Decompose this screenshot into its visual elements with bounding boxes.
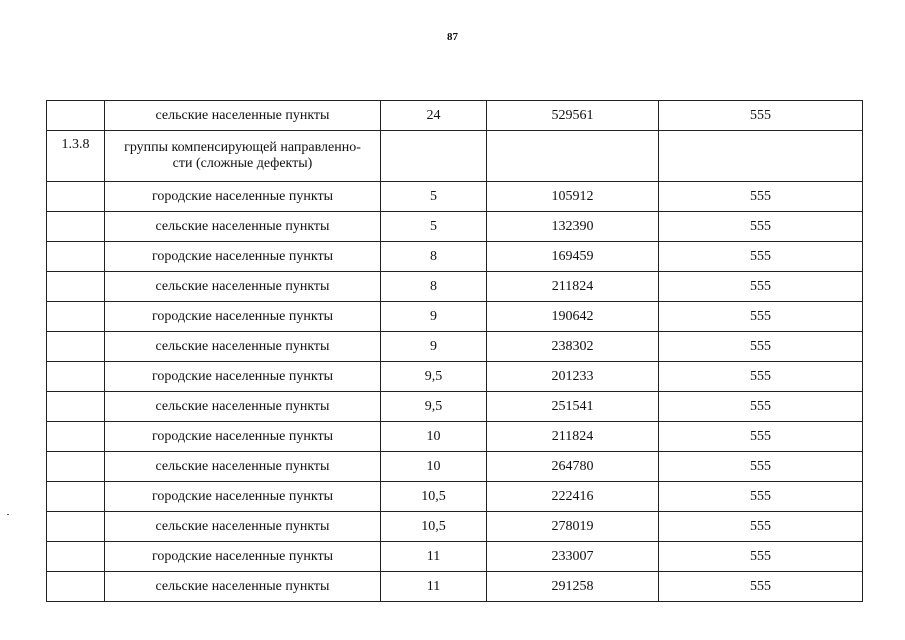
value-a-cell: [381, 131, 487, 182]
settlement-type-cell: городские населенные пункты: [105, 422, 381, 452]
row-number-cell: [47, 332, 105, 362]
row-number-cell: [47, 482, 105, 512]
row-number-cell: 1.3.8: [47, 131, 105, 182]
settlement-type-cell: городские населенные пункты: [105, 302, 381, 332]
value-c-cell: [659, 131, 863, 182]
value-b-cell: 264780: [487, 452, 659, 482]
value-c-cell: 555: [659, 362, 863, 392]
value-a-cell: 11: [381, 572, 487, 602]
value-c-cell: 555: [659, 242, 863, 272]
value-b-cell: 233007: [487, 542, 659, 572]
table-row: [47, 362, 863, 392]
value-a-cell: 5: [381, 182, 487, 212]
value-c-cell: 555: [659, 332, 863, 362]
settlement-type-cell: сельские населенные пункты: [105, 572, 381, 602]
value-b-cell: 291258: [487, 572, 659, 602]
row-number-cell: [47, 452, 105, 482]
row-number-cell: [47, 302, 105, 332]
table-row: [47, 332, 863, 362]
row-number-cell: [47, 272, 105, 302]
row-number-cell: [47, 572, 105, 602]
settlement-type-cell: городские населенные пункты: [105, 482, 381, 512]
value-a-cell: 10,5: [381, 512, 487, 542]
settlement-type-cell: городские населенные пункты: [105, 182, 381, 212]
table-row: [47, 182, 863, 212]
table-row: [47, 392, 863, 422]
value-a-cell: 8: [381, 272, 487, 302]
value-c-cell: 555: [659, 212, 863, 242]
value-b-cell: 222416: [487, 482, 659, 512]
page-number: 87: [447, 31, 458, 43]
settlement-type-cell: городские населенные пункты: [105, 242, 381, 272]
settlement-type-cell: сельские населенные пункты: [105, 212, 381, 242]
settlement-type-cell: сельские населенные пункты: [105, 452, 381, 482]
row-number-cell: [47, 512, 105, 542]
value-a-cell: 10: [381, 452, 487, 482]
table-row: [47, 572, 863, 602]
value-b-cell: 169459: [487, 242, 659, 272]
value-b-cell: 190642: [487, 302, 659, 332]
settlement-type-cell: городские населенные пункты: [105, 542, 381, 572]
table-row-section-heading: [47, 131, 863, 182]
value-b-cell: 278019: [487, 512, 659, 542]
row-number-cell: [47, 212, 105, 242]
value-b-cell: 211824: [487, 272, 659, 302]
settlement-type-cell: сельские населенные пункты: [105, 512, 381, 542]
settlement-type-cell: городские населенные пункты: [105, 362, 381, 392]
table-row: [47, 272, 863, 302]
table-row: [47, 512, 863, 542]
value-b-cell: 529561: [487, 101, 659, 131]
settlement-type-cell: сельские населенные пункты: [105, 332, 381, 362]
value-b-cell: 132390: [487, 212, 659, 242]
row-number-cell: [47, 242, 105, 272]
settlement-type-cell: сельские населенные пункты: [105, 272, 381, 302]
value-a-cell: 9: [381, 332, 487, 362]
table-body: [47, 101, 863, 602]
value-a-cell: 5: [381, 212, 487, 242]
table-row: [47, 482, 863, 512]
value-c-cell: 555: [659, 542, 863, 572]
tariff-table: [46, 100, 863, 602]
section-title-text: группы компенсирующей направленно- сти (сложные дефекты): [124, 140, 361, 171]
value-a-cell: 9: [381, 302, 487, 332]
value-c-cell: 555: [659, 272, 863, 302]
value-c-cell: 555: [659, 512, 863, 542]
value-c-cell: 555: [659, 302, 863, 332]
row-number-cell: [47, 542, 105, 572]
table-row: [47, 212, 863, 242]
row-number-cell: [47, 422, 105, 452]
scan-speck: [7, 514, 9, 515]
row-number-cell: [47, 362, 105, 392]
value-a-cell: 8: [381, 242, 487, 272]
value-a-cell: 24: [381, 101, 487, 131]
value-c-cell: 555: [659, 572, 863, 602]
value-b-cell: 201233: [487, 362, 659, 392]
value-c-cell: 555: [659, 101, 863, 131]
value-b-cell: 105912: [487, 182, 659, 212]
section-title-cell: [105, 131, 381, 182]
value-a-cell: 9,5: [381, 362, 487, 392]
row-number-cell: [47, 101, 105, 131]
value-c-cell: 555: [659, 422, 863, 452]
value-b-cell: 251541: [487, 392, 659, 422]
value-a-cell: 10: [381, 422, 487, 452]
value-a-cell: 11: [381, 542, 487, 572]
value-a-cell: 10,5: [381, 482, 487, 512]
value-a-cell: 9,5: [381, 392, 487, 422]
value-c-cell: 555: [659, 482, 863, 512]
value-c-cell: 555: [659, 182, 863, 212]
value-b-cell: [487, 131, 659, 182]
value-b-cell: 238302: [487, 332, 659, 362]
table-row: [47, 542, 863, 572]
table-row: [47, 452, 863, 482]
table-row: [47, 302, 863, 332]
value-c-cell: 555: [659, 392, 863, 422]
settlement-type-cell: сельские населенные пункты: [105, 392, 381, 422]
value-b-cell: 211824: [487, 422, 659, 452]
settlement-type-cell: сельские населенные пункты: [105, 101, 381, 131]
row-number-cell: [47, 182, 105, 212]
table-row: [47, 242, 863, 272]
table-row: [47, 101, 863, 131]
table-row: [47, 422, 863, 452]
value-c-cell: 555: [659, 452, 863, 482]
row-number-cell: [47, 392, 105, 422]
